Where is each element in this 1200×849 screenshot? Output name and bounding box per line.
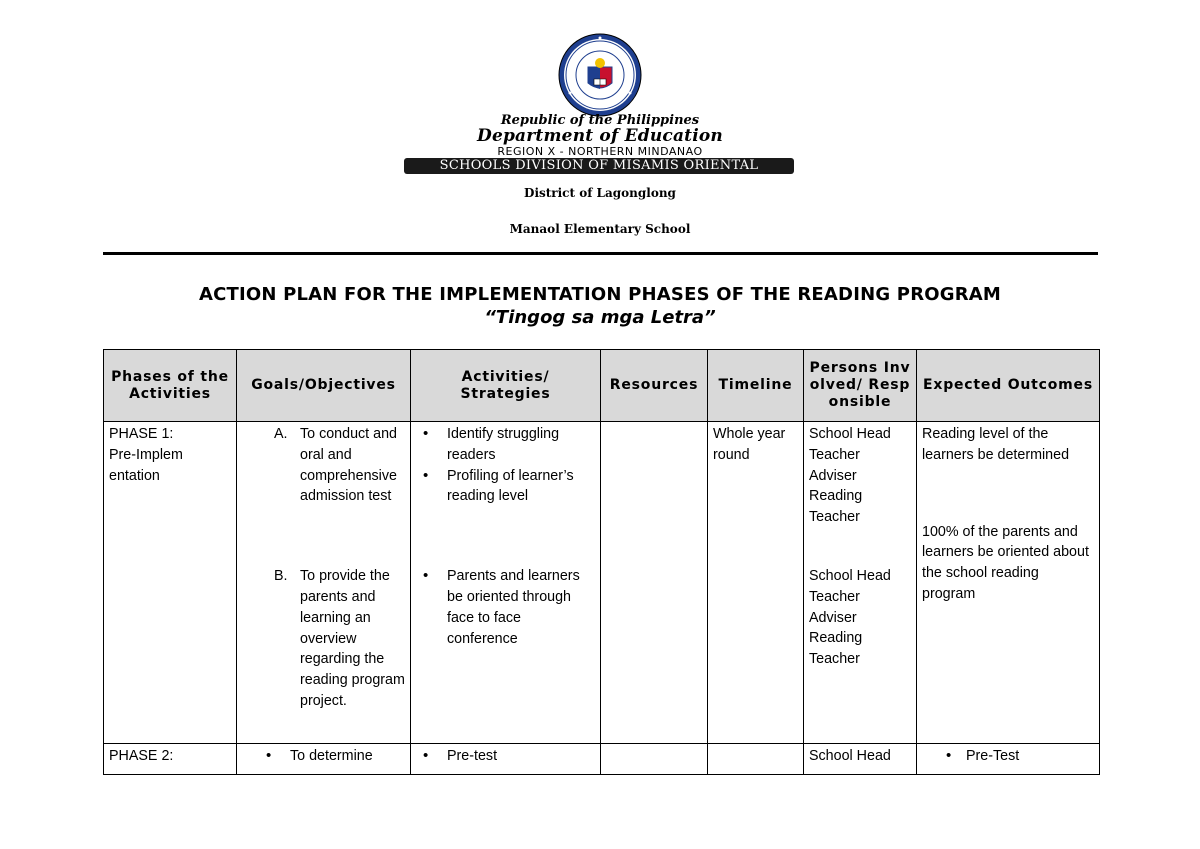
header-outcomes: Expected Outcomes xyxy=(917,350,1100,422)
table-row xyxy=(104,422,1100,744)
table-header-row xyxy=(104,350,1100,422)
goals-cell xyxy=(237,422,411,744)
goal-marker: A. xyxy=(274,426,288,442)
region-label: REGION X - NORTHERN MINDANAO xyxy=(497,145,703,158)
outcomes-cell xyxy=(917,422,1100,744)
persons-cell xyxy=(804,422,917,744)
document-title: ACTION PLAN FOR THE IMPLEMENTATION PHASES OF THE READING PROGRAM xyxy=(198,284,1002,305)
header-activities: Activities/ Strategies xyxy=(411,350,601,422)
header-timeline: Timeline xyxy=(708,350,804,422)
outcome-text: 100% of the parents and learners be oriented about the school reading program xyxy=(922,523,1089,602)
activity-item: • Pre-test xyxy=(417,746,595,767)
republic-label: Republic of the Philippines xyxy=(500,113,700,128)
persons-text: School Head Teacher Adviser Reading Teacher xyxy=(809,567,891,668)
header-divider xyxy=(103,252,1098,255)
resources-cell xyxy=(601,744,708,775)
department-label: Department of Education xyxy=(477,126,723,146)
activity-item: • Profiling of learner’s reading level xyxy=(417,466,595,508)
resources-cell xyxy=(601,422,708,744)
goal-item xyxy=(242,424,405,507)
timeline-cell xyxy=(708,744,804,775)
outcome-text: • Pre-Test xyxy=(922,746,1094,767)
outcomes-cell xyxy=(917,744,1100,775)
goal-text: To provide the parents and learning an overview regarding the reading program project. xyxy=(300,568,405,709)
district-label: District of Lagonglong xyxy=(524,186,676,200)
goal-item xyxy=(242,566,405,712)
timeline-cell: Whole year round xyxy=(708,422,804,744)
activity-item: • Identify struggling readers xyxy=(417,424,595,466)
phase-label: PHASE 1: xyxy=(109,426,174,442)
deped-seal xyxy=(558,33,642,117)
table-row xyxy=(104,744,1100,775)
header-goals: Goals/Objectives xyxy=(237,350,411,422)
goals-cell xyxy=(237,744,411,775)
persons-cell: School Head xyxy=(804,744,917,775)
activity-item: • Parents and learners be oriented through face to face conference xyxy=(417,566,595,649)
school-label: Manaol Elementary School xyxy=(509,222,691,236)
goal-text: To conduct and oral and comprehensive admission test xyxy=(300,426,397,505)
phase-cell xyxy=(104,422,237,744)
persons-text: School Head Teacher Adviser Reading Teacher xyxy=(809,426,891,526)
header-persons: Persons Involved/ Responsible xyxy=(804,350,917,422)
outcome-text: Reading level of the learners be determined xyxy=(922,426,1070,463)
phase-sublabel: Pre-Implementation xyxy=(109,446,183,484)
header-phases: Phases of the Activities xyxy=(104,350,237,422)
activities-cell xyxy=(411,744,601,775)
activities-cell xyxy=(411,422,601,744)
phase-cell: PHASE 2: xyxy=(104,744,237,775)
program-name: “Tingog sa mga Letra” xyxy=(484,307,716,328)
division-banner: SCHOOLS DIVISION OF MISAMIS ORIENTAL xyxy=(404,158,794,174)
action-plan-table xyxy=(103,349,1100,775)
header-resources: Resources xyxy=(601,350,708,422)
goal-text: • To determine xyxy=(242,746,405,767)
goal-marker: B. xyxy=(274,568,288,585)
